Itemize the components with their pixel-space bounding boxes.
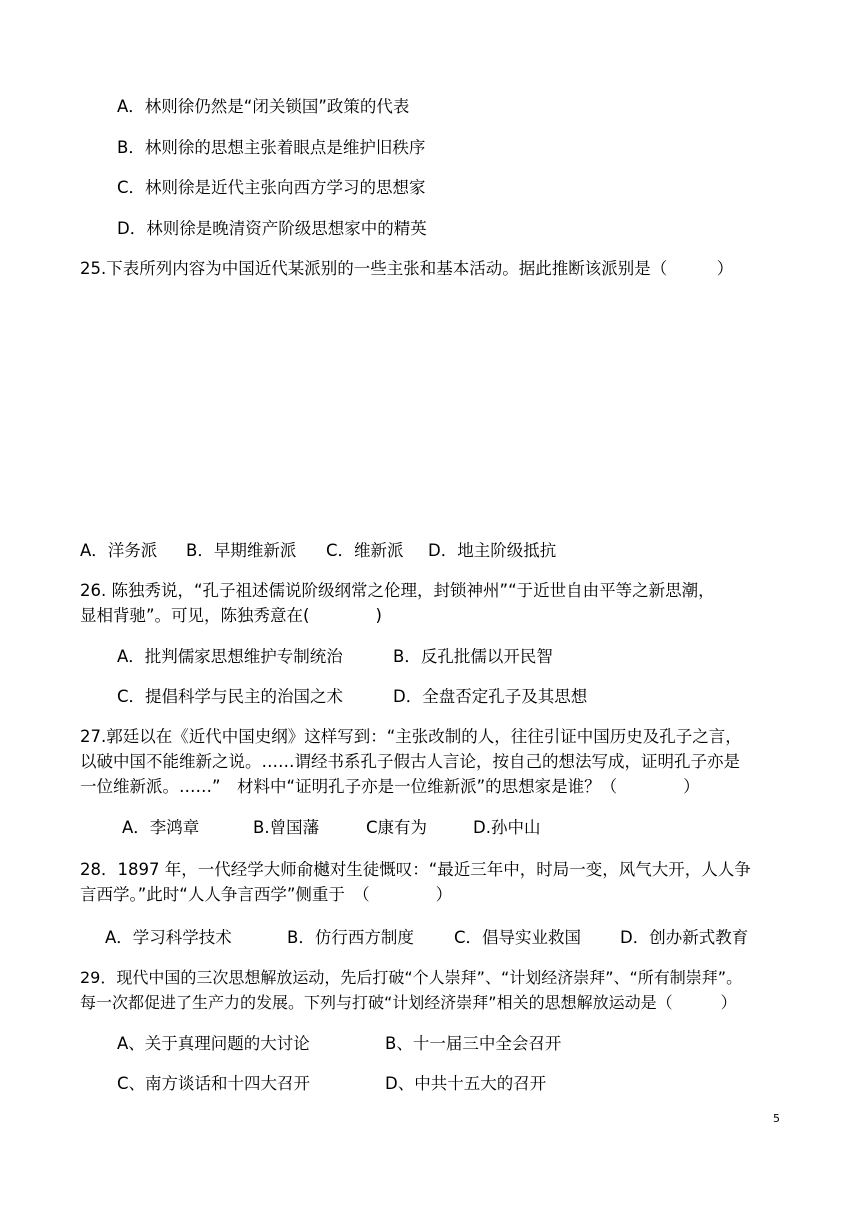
- q29-options-row1: [117, 1034, 777, 1054]
- q28-options: [105, 928, 785, 948]
- q27-options: [122, 818, 782, 838]
- q24-option-c: C．林则徐是近代主张向西方学习的思想家: [117, 178, 426, 197]
- q26-stem-line2: 显相背驰”。可见，陈独秀意在( ): [80, 606, 382, 625]
- q25-stem: 25.下表所列内容为中国近代某派别的一些主张和基本活动。据此推断该派别是（ ）: [80, 259, 734, 278]
- q27-option-b: B.曾国藩: [253, 818, 320, 837]
- q25-option-c: C．维新派: [326, 541, 404, 560]
- q26-option-d: D．全盘否定孔子及其思想: [393, 687, 588, 706]
- q25-option-d: D．地主阶级抵抗: [428, 541, 557, 560]
- q25-option-b: B．早期维新派: [186, 541, 297, 560]
- q26-stem-line1: 26. 陈独秀说，“孔子祖述儒说阶级纲常之伦理，封锁神州”“于近世自由平等之新思潮，: [80, 581, 715, 600]
- q27-stem-line2: 以破中国不能维新之说。……谓经书系孔子假古人言论，按自己的想法写成，证明孔子亦是: [80, 752, 740, 771]
- q24-option-a: A．林则徐仍然是“闭关锁国”政策的代表: [117, 97, 410, 116]
- q25-options: [80, 541, 780, 561]
- q26-option-a: A．批判儒家思想维护专制统治: [117, 647, 343, 666]
- page-number: 5: [773, 1112, 780, 1125]
- q28-option-b: B．仿行西方制度: [287, 928, 414, 947]
- q27-stem-line1: 27.郭廷以在《近代中国史纲》这样写到：“主张改制的人，往往引证中国历史及孔子之言，: [80, 727, 742, 746]
- q29-option-b: B、十一届三中全会召开: [385, 1034, 562, 1053]
- q28-option-a: A．学习科学技术: [105, 928, 232, 947]
- q29-option-d: D、中共十五大的召开: [385, 1074, 547, 1093]
- q27-option-d: D.孙中山: [473, 818, 541, 837]
- q24-option-d: D．林则徐是晚清资产阶级思想家中的精英: [117, 219, 427, 238]
- q24-option-b: B．林则徐的思想主张着眼点是维护旧秩序: [117, 138, 426, 157]
- q27-option-c: C康有为: [366, 818, 428, 837]
- q29-options-row2: [117, 1074, 777, 1094]
- q26-options-row1: [117, 647, 777, 667]
- q28-option-c: C．倡导实业救国: [454, 928, 582, 947]
- q29-stem-line1: 29．现代中国的三次思想解放运动，先后打破“个人崇拜”、“计划经济崇拜”、“所有制崇拜”。: [80, 968, 743, 987]
- q25-option-a: A．洋务派: [80, 541, 158, 560]
- q26-option-b: B．反孔批儒以开民智: [393, 647, 553, 666]
- q28-option-d: D．创办新式教育: [620, 928, 749, 947]
- q29-stem-line2: 每一次都促进了生产力的发展。下列与打破“计划经济崇拜”相关的思想解放运动是（ ）: [80, 993, 737, 1012]
- q27-stem-line3: 一位维新派。……” 材料中“证明孔子亦是一位维新派”的思想家是谁？（ ）: [80, 777, 700, 796]
- q29-option-a: A、关于真理问题的大讨论: [117, 1034, 310, 1053]
- q28-stem-line2: 言西学。”此时“人人争言西学”侧重于 （ ）: [80, 885, 453, 904]
- q26-option-c: C．提倡科学与民主的治国之术: [117, 687, 344, 706]
- q27-option-a: A．李鸿章: [122, 818, 200, 837]
- q26-options-row2: [117, 687, 777, 707]
- q29-option-c: C、南方谈话和十四大召开: [117, 1074, 311, 1093]
- q28-stem-line1: 28．1897 年，一代经学大师俞樾对生徒慨叹：“最近三年中，时局一变，风气大开，人人争: [80, 860, 751, 879]
